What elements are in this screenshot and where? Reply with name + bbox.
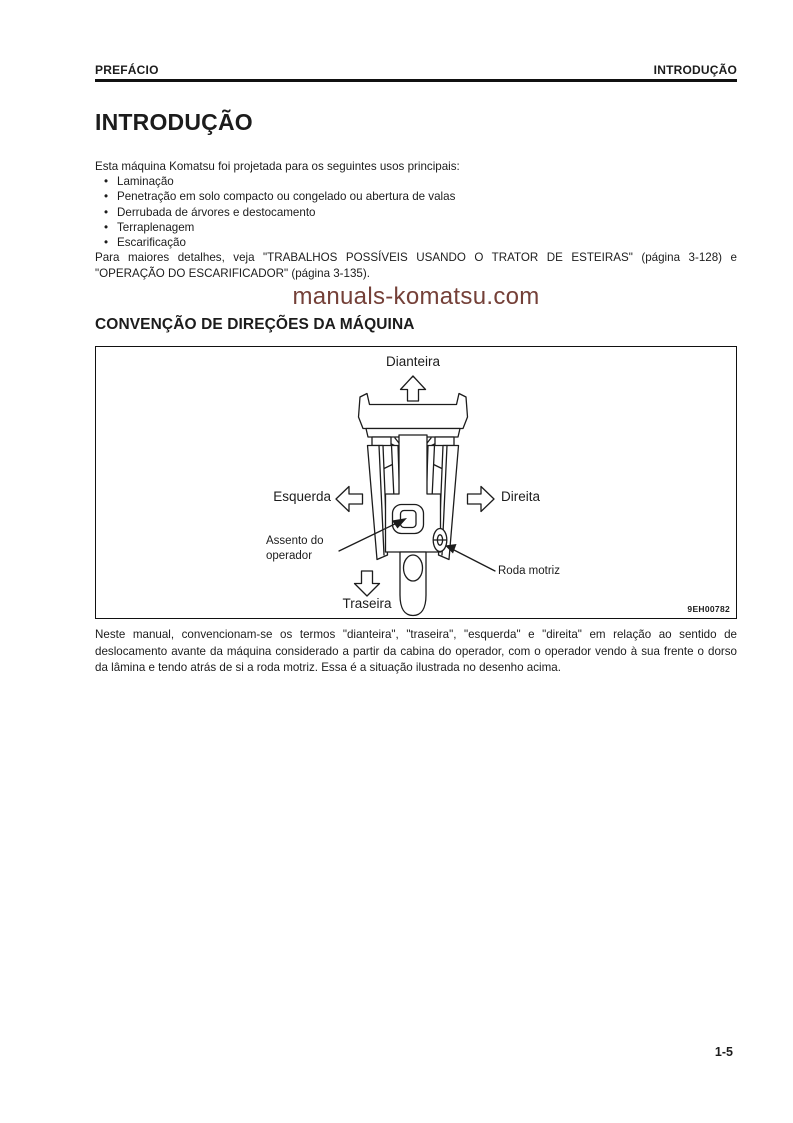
left-track [368, 446, 388, 560]
running-header [95, 0, 737, 82]
page-number: 1-5 [714, 1045, 733, 1059]
page-content [95, 0, 737, 676]
wheel-leader-line [453, 550, 495, 572]
machine-top-view-drawing [96, 347, 736, 618]
bullet-icon: • [103, 205, 109, 219]
bullet-icon: • [103, 190, 109, 204]
intro-details: Para maiores detalhes, veja "TRABALHOS POSSÍVEIS USANDO O TRATOR DE ESTEIRAS" (página 3-128) e "OPERAÇÃO DO ESCARIFICADOR" (página 3-135). [95, 251, 737, 281]
blade-bracket-left [372, 437, 391, 446]
page-title: INTRODUÇÃO [95, 109, 253, 135]
section-heading: CONVENÇÃO DE DIREÇÕES DA MÁQUINA [95, 316, 415, 334]
convention-paragraph: Neste manual, convencionam-se os termos "dianteira", "traseira", "esquerda" e "direita" em relação ao sentido de deslocamento avante da máquina considerado a partir da cabina do operador, com o operador vendo à sua frente o dorso da lâmina e tendo atrás de si a roda motriz. Essa é a situação ilustrada no desenho acima. [95, 628, 737, 674]
header-left-label: PREFÁCIO [95, 63, 159, 77]
drive-wheel-label: Roda motriz [498, 565, 560, 578]
usage-item [95, 235, 737, 250]
rear-arrow-icon [355, 571, 380, 596]
direction-convention-figure [95, 346, 737, 619]
intro-block [95, 159, 737, 282]
usage-item-label: Derrubada de árvores e destocamento [117, 205, 316, 219]
operator-seat-label-line1: Assento do [266, 535, 324, 548]
usage-item [95, 205, 737, 220]
usage-item-label: Escarificação [117, 236, 186, 250]
front-arrow-icon [401, 376, 426, 401]
figure-code: 9EH00782 [687, 604, 730, 615]
header-right-label: INTRODUÇÃO [653, 63, 737, 77]
right-arrow-icon [468, 487, 495, 512]
bullet-icon: • [103, 236, 109, 250]
bullet-icon: • [103, 175, 109, 189]
usage-item [95, 174, 737, 189]
front-direction-label: Dianteira [385, 354, 441, 370]
blade-bracket-right [435, 437, 454, 446]
usage-item-label: Laminação [117, 175, 174, 189]
operator-seat-label-line2: operador [266, 550, 313, 563]
rear-direction-label: Traseira [342, 596, 392, 612]
watermark-text: manuals-komatsu.com [292, 283, 540, 311]
left-direction-label: Esquerda [273, 489, 331, 505]
usage-item-label: Terraplenagem [117, 220, 195, 234]
rear-attachment-opening [404, 555, 423, 581]
usage-item [95, 189, 737, 204]
right-direction-label: Direita [501, 489, 541, 505]
operator-seat-label [266, 534, 324, 564]
bullet-icon: • [103, 220, 109, 234]
intro-lead: Esta máquina Komatsu foi projetada para os seguintes usos principais: [95, 160, 460, 173]
usage-list [95, 174, 737, 250]
left-arrow-icon [336, 487, 363, 512]
usage-item-label: Penetração em solo compacto ou congelado ou abertura de valas [117, 190, 456, 204]
usage-item [95, 220, 737, 235]
